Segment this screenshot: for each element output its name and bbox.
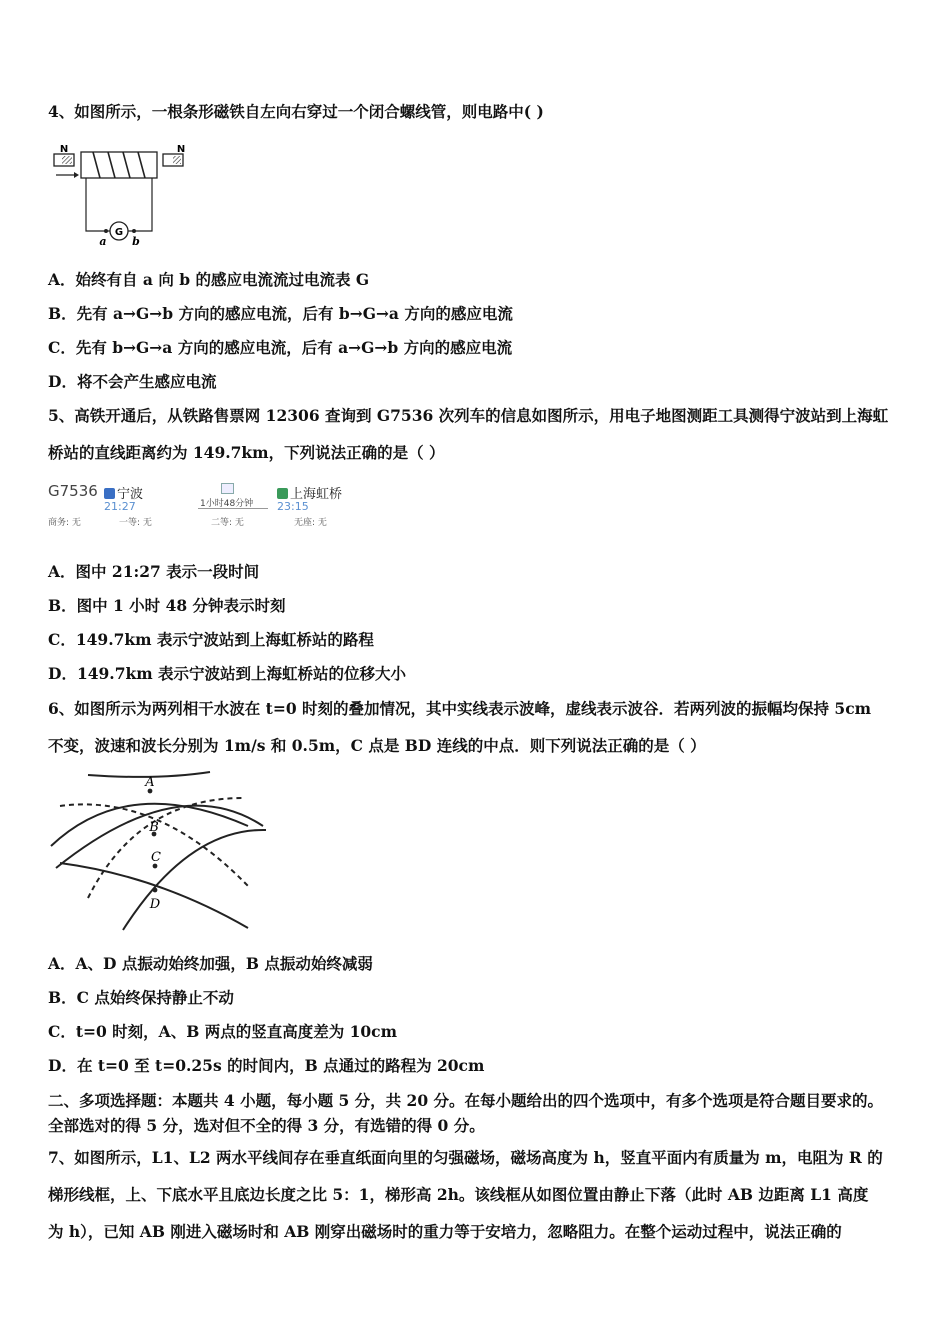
terminal-a-dot — [104, 229, 108, 233]
label-b: B — [149, 820, 159, 835]
train-ticket-info — [48, 480, 368, 530]
circuit-wire-left — [86, 178, 110, 231]
q6-wave-interference-figure — [48, 768, 273, 933]
galvanometer-label: G — [114, 227, 124, 238]
q5-stem-line1: 5、高铁开通后，从铁路售票网 12306 查询到 G7536 次列车的信息如图所示，用电子地图测距工具测得宁波站到上海虹 — [48, 406, 889, 425]
left-magnet-hatch — [62, 156, 72, 164]
terminal-badge-icon — [277, 488, 288, 499]
point-d — [153, 888, 158, 893]
right-magnet-label: N — [176, 144, 186, 155]
pass-badge-icon — [104, 488, 115, 499]
seat-second: 二等: 无 — [211, 518, 244, 528]
label-c: C — [151, 850, 161, 865]
q6-option-c: C．t=0 时刻，A、B 两点的竖直高度差为 10cm — [48, 1022, 397, 1041]
q5-option-a: A．图中 21:27 表示一段时间 — [48, 562, 260, 581]
section-two-heading-line2: 全部选对的得 5 分，选对但不全的得 3 分，有选错的得 0 分。 — [48, 1116, 485, 1135]
solenoid-tube — [81, 152, 157, 178]
q5-option-b: B．图中 1 小时 48 分钟表示时刻 — [48, 596, 286, 615]
left-magnet-label: N — [59, 144, 69, 155]
trip-duration: 1小时48分钟 — [200, 499, 254, 509]
q6-option-d: D．在 t=0 至 t=0.25s 的时间内，B 点通过的路程为 20cm — [48, 1056, 485, 1075]
q7-stem-line3: 为 h），已知 AB 刚进入磁场时和 AB 刚穿出磁场时的重力等于安培力，忽略阻力。在整个运动过程中，说法正确的 — [48, 1222, 842, 1241]
q7-stem-line2: 梯形线框，上、下底水平且底边长度之比 5：1，梯形高 2h。该线框从如图位置由静止下落（此时 AB 边距离 L1 高度 — [48, 1185, 869, 1204]
label-d: D — [149, 897, 161, 912]
coil-turn — [93, 152, 100, 178]
crest-line — [123, 830, 266, 930]
q4-option-d: D．将不会产生感应电流 — [48, 372, 217, 391]
q4-option-b: B．先有 a→G→b 方向的感应电流，后有 b→G→a 方向的感应电流 — [48, 304, 513, 323]
q5-option-d: D．149.7km 表示宁波站到上海虹桥站的位移大小 — [48, 664, 407, 683]
duration-arrow-line — [198, 508, 268, 509]
from-station-name: 宁波 — [117, 487, 144, 502]
right-magnet-hatch — [173, 156, 181, 164]
train-icon — [221, 483, 234, 494]
seat-first: 一等: 无 — [119, 518, 152, 528]
coil-turn — [123, 152, 130, 178]
motion-arrow-head — [74, 172, 79, 178]
q4-option-a: A．始终有自 a 向 b 的感应电流流过电流表 G — [48, 270, 370, 289]
circuit-wire-right — [128, 178, 152, 231]
section-two-heading-line1: 二、多项选择题：本题共 4 小题，每小题 5 分，共 20 分。在每小题给出的四个选项中，有多个选项是符合题目要求的。 — [48, 1091, 884, 1110]
to-station-name: 上海虹桥 — [290, 487, 343, 502]
q7-stem-line1: 7、如图所示，L1、L2 两水平线间存在垂直纸面向里的匀强磁场，磁场高度为 h，竖直平面内有质量为 m，电阻为 R 的 — [48, 1148, 883, 1167]
coil-turn — [108, 152, 115, 178]
coil-turn — [138, 152, 145, 178]
trough-line — [88, 798, 243, 898]
seat-standing: 无座: 无 — [294, 518, 327, 528]
depart-time: 21:27 — [104, 500, 136, 513]
q5-option-c: C．149.7km 表示宁波站到上海虹桥站的路程 — [48, 630, 374, 649]
q4-option-c: C．先有 b→G→a 方向的感应电流，后有 a→G→b 方向的感应电流 — [48, 338, 513, 357]
seat-business: 商务: 无 — [48, 518, 81, 528]
train-number: G7536 — [48, 482, 98, 500]
q4-solenoid-figure — [48, 143, 198, 249]
arrive-time: 23:15 — [277, 500, 309, 513]
q4-stem: 4、如图所示，一根条形磁铁自左向右穿过一个闭合螺线管，则电路中( ) — [48, 102, 544, 121]
q6-stem-line2: 不变，波速和波长分别为 1m/s 和 0.5m，C 点是 BD 连线的中点．则下列说法正确的是（ ） — [48, 736, 706, 755]
q6-option-b: B．C 点始终保持静止不动 — [48, 988, 234, 1007]
terminal-b-label: b — [132, 235, 140, 248]
q5-stem-line2: 桥站的直线距离约为 149.7km，下列说法正确的是（ ） — [48, 443, 445, 462]
q6-stem-line1: 6、如图所示为两列相干水波在 t=0 时刻的叠加情况，其中实线表示波峰，虚线表示波谷．若两列波的振幅均保持 5cm — [48, 699, 872, 718]
q6-option-a: A．A、D 点振动始终加强，B 点振动始终减弱 — [48, 954, 373, 973]
terminal-b-dot — [132, 229, 136, 233]
label-a: A — [145, 775, 155, 790]
terminal-a-label: a — [99, 235, 107, 248]
